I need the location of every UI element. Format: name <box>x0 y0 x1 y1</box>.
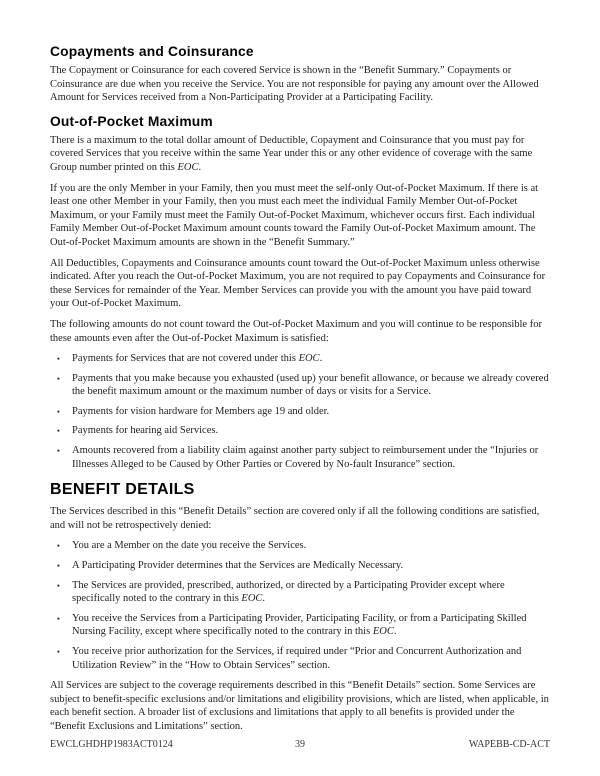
text-run: . <box>393 626 397 638</box>
list-item <box>50 612 550 639</box>
bullet-icon: ▪ <box>57 426 60 436</box>
bullet-list <box>50 352 550 471</box>
list-item <box>50 372 550 399</box>
text-run: . <box>262 593 266 605</box>
bullet-icon: ▪ <box>57 354 60 364</box>
list-item <box>50 645 550 672</box>
text-run: Payments that you make because you exhausted (used up) your benefit allowance, or because we already covered the benefit maximum amount or the maximum number of days or visits for a Service. <box>72 372 549 398</box>
list-item <box>50 559 550 573</box>
text-run: . <box>198 161 202 173</box>
bullet-icon: ▪ <box>57 446 60 456</box>
text-run: All Deductibles, Copayments and Coinsurance amounts count toward the Out-of-Pocket Maximum unless otherwise indicated. After you reach the Out-of-Pocket Maximum, you are not required to pay Copayments and Coinsurance for these Services for remainder of the Year. Member Services can provide you with the amount you have paid toward your Out-of-Pocket Maximum. <box>50 257 546 310</box>
list-item-text <box>72 352 550 366</box>
bullet-icon: ▪ <box>57 613 60 623</box>
list-item-text <box>72 612 550 639</box>
list-item <box>50 352 550 366</box>
list-item-text <box>72 559 550 573</box>
footer-plan-code: WAPEBB-CD-ACT <box>468 739 550 750</box>
list-item-text <box>72 579 550 606</box>
list-item <box>50 539 550 553</box>
footer-page-number: 39 <box>295 739 305 750</box>
bullet-icon: ▪ <box>57 580 60 590</box>
list-item-text <box>72 372 550 399</box>
text-run: All Services are subject to the coverage requirements described in this “Benefit Details” section. Some Services are subject to benefit-specific exclusions and/or limitations and eligibility provisions, which are listed, when applicable, in each benefit section. A broader list of exclusions and limitations that apply to all benefits is provided under the “Benefit Exclusions and Limitations” section. <box>50 680 549 732</box>
paragraph <box>50 679 550 733</box>
bullet-icon: ▪ <box>57 541 60 551</box>
text-run: There is a maximum to the total dollar amount of Deductible, Copayment and Coinsurance that you must pay for covered Services that you receive within the same Year under this or any other evidence of coverage with the same Group number printed on this <box>50 134 533 173</box>
text-run: The Copayment or Coinsurance for each covered Service is shown in the “Benefit Summary.” Copayments or Coinsurance are due when you receive the Service. You are not responsible for paying any amount over the Allowed Amount for Services received from a Non-Participating Provider at a Participating Facility. <box>50 65 539 104</box>
text-run: The Services are provided, prescribed, authorized, or directed by a Participating Provider except where specifically noted to the contrary in this <box>72 579 505 605</box>
italic-text: EOC <box>241 593 263 605</box>
text-run: You receive prior authorization for the Services, if required under “Prior and Concurrent Authorization and Utilization Review” in the “How to Obtain Services” section. <box>72 646 522 671</box>
section-heading: Out-of-Pocket Maximum <box>50 113 213 129</box>
list-item <box>50 424 550 438</box>
text-run: You are a Member on the date you receive the Services. <box>72 540 307 552</box>
list-item-text <box>72 424 550 438</box>
text-run: The following amounts do not count toward the Out-of-Pocket Maximum and you will continue to be responsible for these amounts even after the Out-of-Pocket Maximum is satisfied: <box>50 318 542 344</box>
list-item <box>50 579 550 606</box>
text-run: If you are the only Member in your Family, then you must meet the self-only Out-of-Pocket Maximum. If there is at least one other Member in your Family, then you must each meet the individual Family Member Out-of-Pocket Maximum, or your Family must meet the Family Out-of-Pocket Maximum, whichever occurs first. Each individual Family Member Out-of-Pocket Maximum amount counts toward the Family Out-of-Pocket Maximum amount. The Out-of-Pocket Maximum amounts are shown in the “Benefit Summary.” <box>50 182 539 248</box>
italic-text: EOC <box>298 353 320 365</box>
list-item-text <box>72 645 550 672</box>
paragraph <box>50 182 550 250</box>
footer-doc-code: EWCLGHDHP1983ACT0124 <box>50 739 173 750</box>
italic-text: EOC <box>177 161 199 173</box>
document-content <box>50 44 550 734</box>
text-run: Payments for vision hardware for Members age 19 and older. <box>72 405 330 417</box>
bullet-icon: ▪ <box>57 647 60 656</box>
text-run: The Services described in this “Benefit Details” section are covered only if all the following conditions are satisfied, and will not be retrospectively denied: <box>50 506 540 531</box>
text-run: Payments for hearing aid Services. <box>72 425 219 437</box>
list-item-text <box>72 444 550 471</box>
paragraph <box>50 134 550 175</box>
text-run: Amounts recovered from a liability claim against another party subject to reimbursement under the “Injuries or Illnesses Alleged to be Caused by Other Parties or Covered by No-fault Insurance” section. <box>72 445 539 470</box>
paragraph <box>50 257 550 311</box>
list-item-text <box>72 405 550 419</box>
paragraph <box>50 505 550 532</box>
text-run: Payments for Services that are not covered under this <box>72 353 299 365</box>
bullet-icon: ▪ <box>57 373 60 383</box>
bullet-list <box>50 539 550 672</box>
bullet-icon: ▪ <box>57 561 60 571</box>
list-item <box>50 444 550 471</box>
paragraph <box>50 318 550 345</box>
text-run: A Participating Provider determines that the Services are Medically Necessary. <box>72 560 404 572</box>
text-run: You receive the Services from a Participating Provider, Participating Facility, or from a Participating Skilled Nursing Facility, except where specifically noted to the contrary in this <box>72 612 527 638</box>
section-heading: Copayments and Coinsurance <box>50 44 254 59</box>
bullet-icon: ▪ <box>57 406 60 416</box>
section-heading: BENEFIT DETAILS <box>50 481 195 499</box>
list-item-text <box>72 539 550 553</box>
text-run: . <box>319 353 323 365</box>
page-footer <box>50 739 550 750</box>
list-item <box>50 405 550 419</box>
italic-text: EOC <box>372 626 394 638</box>
paragraph <box>50 64 550 105</box>
